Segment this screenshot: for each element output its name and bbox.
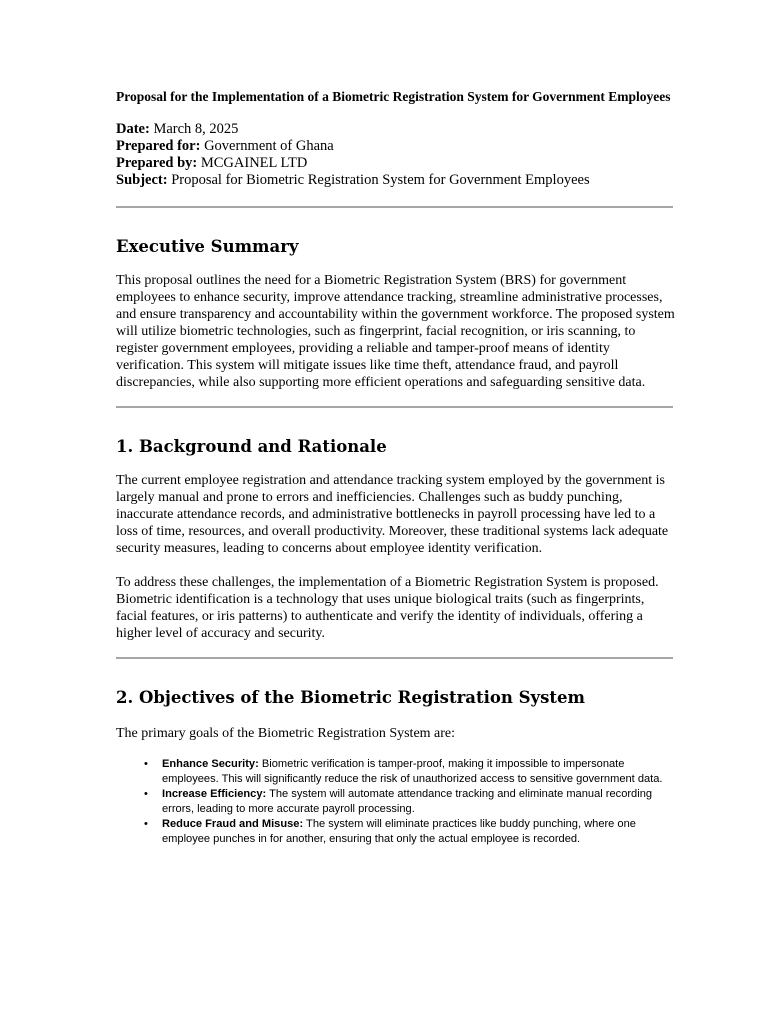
meta-prepared-for-label: Prepared for: <box>116 138 201 154</box>
objective-label: Reduce Fraud and Misuse: <box>162 818 304 830</box>
document-title: Proposal for the Implementation of a Biometric Registration System for Government Employees <box>116 89 671 104</box>
objective-text: Biometric verification is tamper-proof, making it impossible to impersonate employees. This will significantly reduce the risk of unauthorized access to sensitive government data. <box>162 758 663 785</box>
meta-date-label: Date: <box>116 121 150 137</box>
objective-text: The system will automate attendance tracking and eliminate manual recording errors, leading to more accurate payroll processing. <box>162 788 653 815</box>
bullet-icon: • <box>144 818 148 830</box>
executive-summary-heading: Executive Summary <box>116 237 299 256</box>
bullet-icon: • <box>144 758 148 770</box>
list-item <box>116 817 676 847</box>
meta-subject-value: Proposal for Biometric Registration System for Government Employees <box>167 172 590 188</box>
meta-prepared-by <box>116 155 676 172</box>
meta-prepared-by-value: MCGAINEL LTD <box>197 155 308 171</box>
background-paragraph-1: The current employee registration and attendance tracking system employed by the government is largely manual and prone to errors and inefficiencies. Challenges such as buddy punching, inaccurate attendance records, and administrative bottlenecks in payroll processing have led to a loss of time, resources, and overall productivity. Moreover, these traditional systems lack adequate security measures, leading to concerns about employee identity verification. <box>116 473 669 556</box>
objective-text: The system will eliminate practices like buddy punching, where one employee punches in for another, ensuring that only the actual employee is recorded. <box>162 818 636 845</box>
list-item <box>116 757 676 787</box>
section-divider <box>116 657 673 659</box>
meta-date <box>116 121 676 138</box>
objective-label: Increase Efficiency: <box>162 788 267 800</box>
meta-date-value: March 8, 2025 <box>149 121 239 137</box>
meta-subject-label: Subject: <box>116 172 168 188</box>
meta-subject <box>116 172 676 189</box>
executive-summary-text: This proposal outlines the need for a Biometric Registration System (BRS) for government employees to enhance security, improve attendance tracking, streamline administrative processes, and ensure transparency and accountability within the government workforce. The proposed system will utilize biometric technologies, such as fingerprint, facial recognition, or iris scanning, to register government employees, providing a reliable and tamper-proof means of identity verification. This system will mitigate issues like time theft, attendance fraud, and payroll discrepancies, while also supporting more efficient operations and safeguarding sensitive data. <box>116 273 675 390</box>
meta-prepared-for-value: Government of Ghana <box>200 138 334 154</box>
bullet-icon: • <box>144 788 148 800</box>
document-meta <box>116 121 676 189</box>
background-heading: 1. Background and Rationale <box>116 437 387 456</box>
document-body <box>116 88 676 847</box>
meta-prepared-by-label: Prepared by: <box>116 155 198 171</box>
list-item <box>116 787 676 817</box>
section-divider <box>116 206 673 208</box>
objective-label: Enhance Security: <box>162 758 259 770</box>
objectives-heading: 2. Objectives of the Biometric Registration System <box>116 688 585 707</box>
meta-prepared-for <box>116 138 676 155</box>
objectives-intro: The primary goals of the Biometric Registration System are: <box>116 726 456 741</box>
section-divider <box>116 406 673 408</box>
background-paragraph-2: To address these challenges, the implementation of a Biometric Registration System is proposed. Biometric identification is a technology that uses unique biological traits (such as fingerprints, facial features, or iris patterns) to authenticate and verify the identity of individuals, offering a higher level of accuracy and security. <box>116 575 659 641</box>
objectives-list <box>116 757 676 847</box>
